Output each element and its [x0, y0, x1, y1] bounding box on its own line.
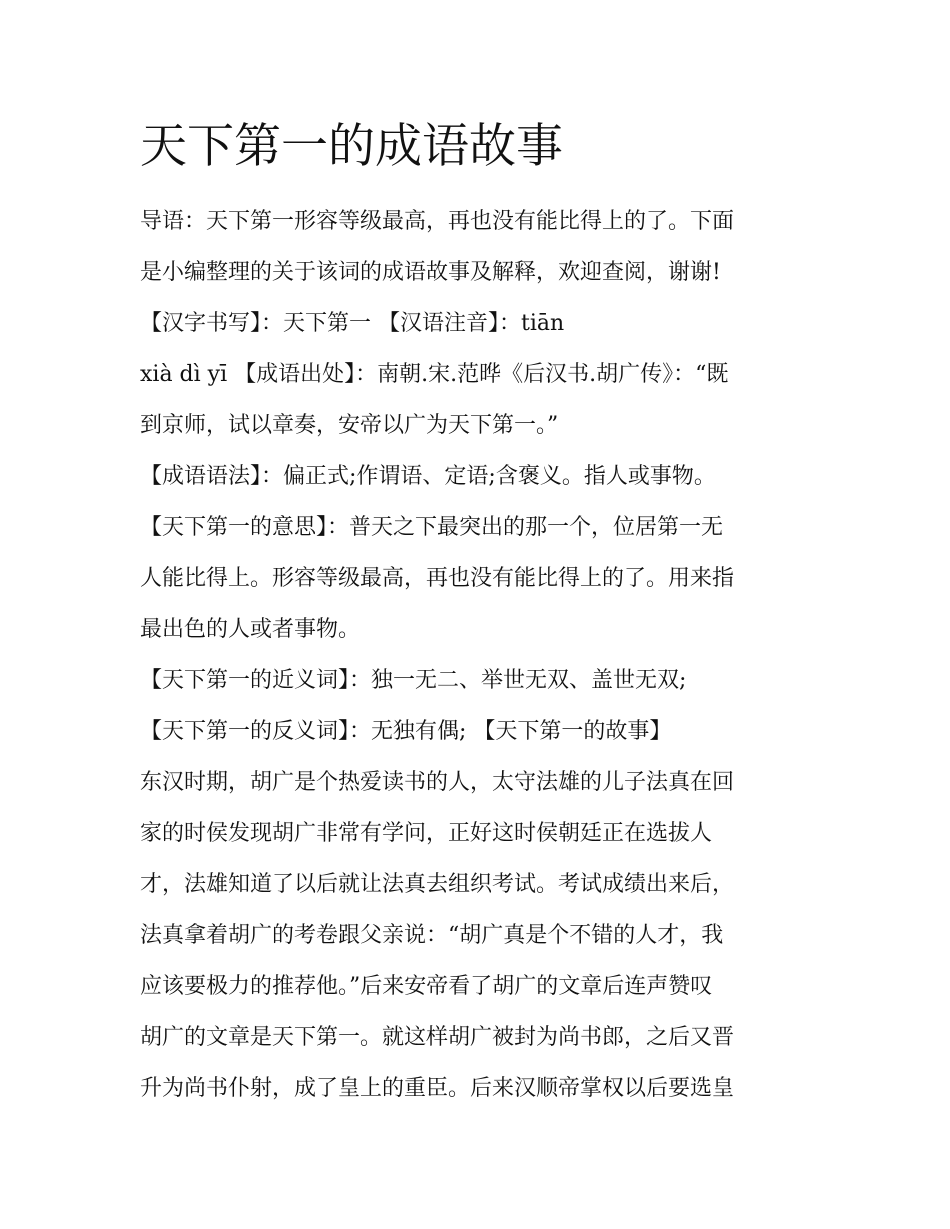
page-title: 天下第一的成语故事: [140, 119, 563, 174]
paragraph-line: 【天下第一的意思】：普天之下最突出的那一个，位居第一无: [140, 515, 724, 540]
paragraph-line: 【成语语法】：偏正式;作谓语、定语;含褒义。指人或事物。: [140, 464, 716, 489]
paragraph-line: 应该要极力的推荐他。”后来安帝看了胡广的文章后连声赞叹: [140, 974, 713, 999]
paragraph-line: 升为尚书仆射，成了皇上的重臣。后来汉顺帝掌权以后要选皇: [140, 1076, 735, 1101]
paragraph-line: 【汉字书写】：天下第一 【汉语注音】：tiān: [140, 311, 565, 336]
paragraph-line: 东汉时期，胡广是个热爱读书的人，太守法雄的儿子法真在回: [140, 770, 735, 795]
paragraph-line: 【天下第一的近义词】：独一无二、举世无双、盖世无双;: [140, 668, 687, 693]
paragraph-line: 人能比得上。形容等级最高，再也没有能比得上的了。用来指: [140, 566, 735, 591]
paragraph-line: xià dì yī 【成语出处】：南朝.宋.范晔《后汉书.胡广传》：“既: [140, 362, 729, 387]
paragraph-line: 【天下第一的反义词】：无独有偶; 【天下第一的故事】: [140, 719, 672, 744]
paragraph-line: 最出色的人或者事物。: [140, 617, 361, 642]
paragraph-line: 导语：天下第一形容等级最高，再也没有能比得上的了。下面: [140, 209, 735, 234]
paragraph-line: 才，法雄知道了以后就让法真去组织考试。考试成绩出来后，: [140, 872, 735, 897]
paragraph-line: 家的时侯发现胡广非常有学问，正好这时侯朝廷正在选拔人: [140, 821, 713, 846]
paragraph-line: 法真拿着胡广的考卷跟父亲说：“胡广真是个不错的人才，我: [140, 923, 724, 948]
paragraph-line: 是小编整理的关于该词的成语故事及解释，欢迎查阅，谢谢!: [140, 260, 721, 285]
paragraph-line: 到京师，试以章奏，安帝以广为天下第一。”: [140, 413, 559, 438]
paragraph-line: 胡广的文章是天下第一。就这样胡广被封为尚书郎，之后又晋: [140, 1025, 735, 1050]
body-text: [140, 200, 820, 1118]
